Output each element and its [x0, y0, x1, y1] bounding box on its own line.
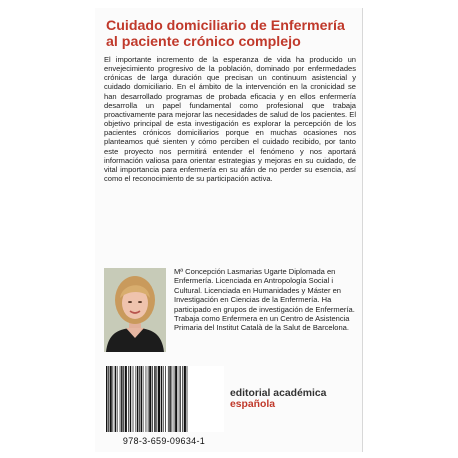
barcode-bar: [148, 366, 149, 432]
barcode-bar: [110, 366, 112, 432]
barcode-bar: [143, 366, 144, 432]
barcode-bar: [133, 366, 134, 432]
publisher-accent: española: [230, 399, 276, 410]
barcode-bar: [161, 366, 162, 432]
barcode-bar: [130, 366, 131, 432]
barcode-bar: [172, 366, 173, 432]
author-portrait-image: [104, 268, 166, 352]
isbn-number: 978-3-659-09634-1: [122, 436, 206, 446]
barcode-bar: [120, 366, 121, 432]
barcode-bar: [154, 366, 155, 432]
barcode-bar: [179, 366, 180, 432]
barcode-bar: [125, 366, 127, 432]
publisher-main: editorial académica: [230, 388, 327, 399]
barcode-bar: [182, 366, 183, 432]
barcode-bar: [174, 366, 175, 432]
author-bio: Mª Concepción Lasmarias Ugarte Diplomada en Enfermería. Licenciada en Antropología Social i Cultural. Licenciada en Humanidades y Máster en Investigación en Ciencias de la Enfermería. Ha participado en grupos de investigación de Enfermería. Trabaja como Enfermera en un Centro de Asistencia Primaria del Institut Català de la Salut de Barcelona.: [174, 267, 355, 333]
barcode-bar: [169, 366, 170, 432]
barcode-bar: [112, 366, 113, 432]
description-paragraph: El importante incremento de la esperanza de vida ha producido un envejecimiento progresivo de la población, dominado por enfermedades crónicas de larga duración que precisan un continuum asistencial y cuidado domiciliario. En el ámbito de la intervención en la cronicidad se han desarrollado programas de probada eficacia y en ellos enfermería desarrolla un papel fundamental como profesional que trabaja proactivamente para mejorar las necesidades de salud de los pacientes. El objetivo principal de esta investigación es explorar la percepción de los pacientes crónicos domiciliarios porque en muchas ocasiones nos planteamos qué sienten y cómo perciben el cuidado recibido, por tanto este proyecto nos permitirá entender el fenómeno y nos aportará información valiosa para orientar estrategias y mejoras en su cuidado, de vital importancia para enfermería en su afán de no perder su esencia, así como el reconocimiento de su participación activa.: [104, 55, 356, 184]
barcode-bar: [117, 366, 118, 432]
publisher-name: [230, 388, 360, 410]
author-photo: [104, 268, 166, 352]
isbn-barcode: [104, 366, 224, 432]
barcode-bar: [141, 366, 142, 432]
barcode-bar: [123, 366, 124, 432]
barcode-bar: [106, 366, 107, 432]
barcode-bar: [165, 366, 166, 432]
barcode-bar: [168, 366, 169, 432]
book-description: [104, 55, 356, 183]
barcode-bar: [163, 366, 164, 432]
book-title: Cuidado domiciliario de Enfermería al paciente crónico complejo: [106, 18, 345, 50]
barcode-bar: [137, 366, 138, 432]
barcode-bar: [108, 366, 109, 432]
barcode-bar: [156, 366, 157, 432]
barcode-bar: [187, 366, 188, 432]
barcode-bar: [128, 366, 129, 432]
barcode-bar: [184, 366, 186, 432]
barcode-bar: [136, 366, 137, 432]
barcode-bar: [115, 366, 116, 432]
barcode-bar: [152, 366, 153, 432]
barcode-bar: [158, 366, 160, 432]
barcode-bar: [121, 366, 122, 432]
barcode-bar: [146, 366, 147, 432]
barcode-bar: [180, 366, 181, 432]
barcode-bar: [139, 366, 140, 432]
barcode-image: [104, 366, 224, 432]
barcode-bar: [175, 366, 177, 432]
barcode-bar: [149, 366, 151, 432]
